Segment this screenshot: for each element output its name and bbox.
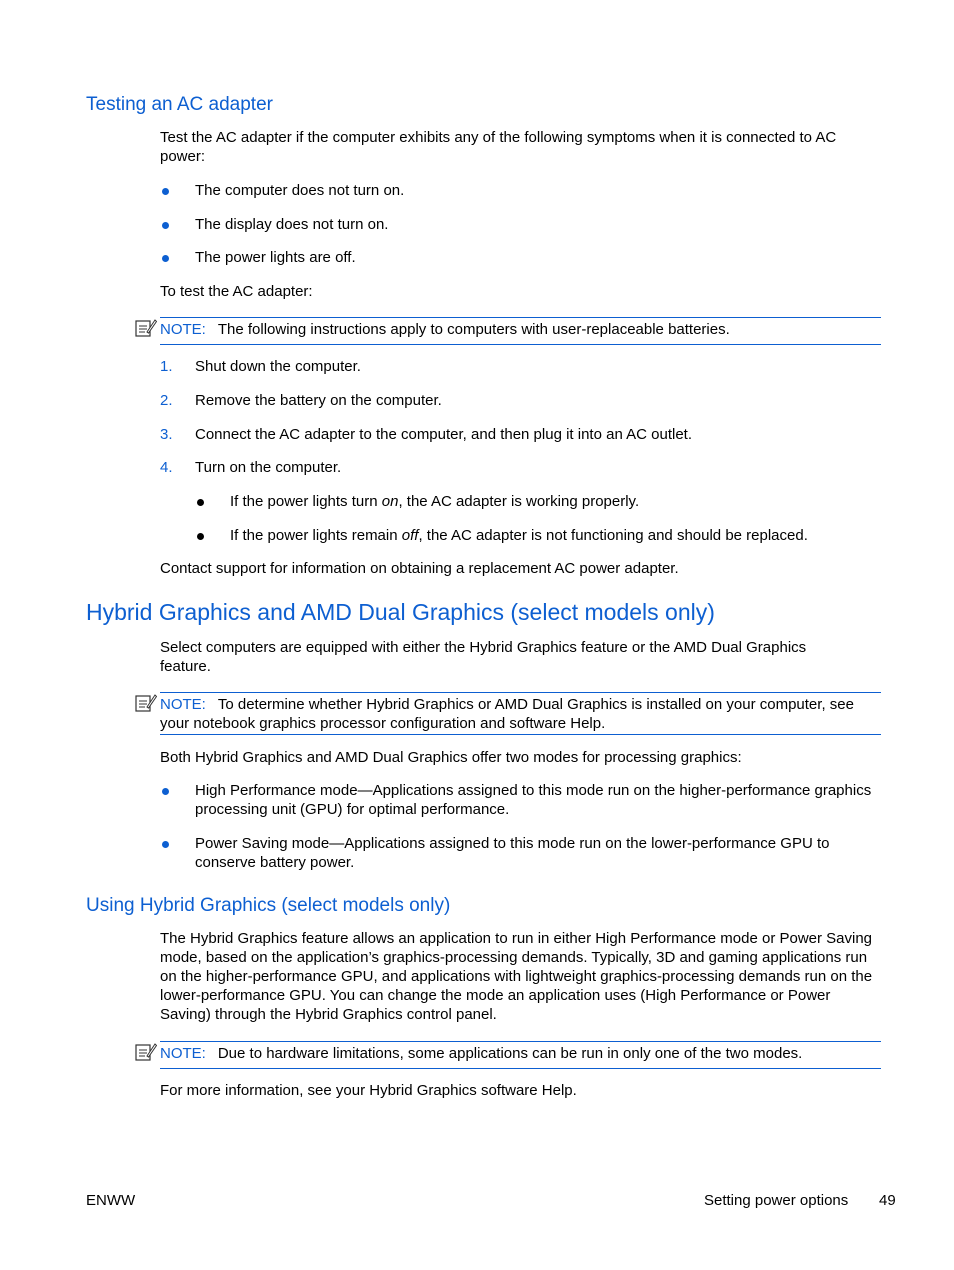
note-label: NOTE: xyxy=(160,696,206,713)
note-label: NOTE: xyxy=(160,1045,206,1062)
paragraph-more-info: For more information, see your Hybrid Graphics software Help. xyxy=(160,1082,577,1099)
paragraph-intro: Select computers are equipped with either the Hybrid Graphics feature or the AMD Dual Graphics feature. xyxy=(160,639,807,675)
step-number: 4. xyxy=(160,459,173,476)
step-number: 1. xyxy=(160,358,173,375)
note-text: Due to hardware limitations, some applications can be run in only one of the two modes. xyxy=(217,1045,803,1062)
section-heading-using-hybrid-graphics: Using Hybrid Graphics (select models only) xyxy=(86,895,451,916)
list-item: The computer does not turn on. xyxy=(195,182,405,199)
paragraph-to-test: To test the AC adapter: xyxy=(160,283,313,300)
note-icon xyxy=(135,318,157,338)
sub-list-item: If the power lights remain off, the AC adapter is not functioning and should be replaced. xyxy=(230,527,808,544)
bullet-icon xyxy=(162,841,169,848)
step-number: 3. xyxy=(160,426,173,443)
bullet-icon xyxy=(162,255,169,262)
note-icon xyxy=(135,1042,157,1062)
list-item: High Performance mode—Applications assigned to this mode run on the higher-performance graphics processing unit (GPU) for optimal performance. xyxy=(195,782,872,818)
bullet-icon xyxy=(197,499,204,506)
page-number: 49 xyxy=(879,1192,896,1209)
note-icon xyxy=(135,693,157,713)
footer-section-title: Setting power options xyxy=(704,1192,849,1209)
footer-left: ENWW xyxy=(86,1192,136,1209)
bullet-icon xyxy=(162,222,169,229)
paragraph-intro: Test the AC adapter if the computer exhibits any of the following symptoms when it is connected to AC power: xyxy=(160,129,837,165)
bullet-icon xyxy=(197,533,204,540)
paragraph-body: The Hybrid Graphics feature allows an application to run in either High Performance mode or Power Saving mode, based on the application’s graphics-processing demands. Typically, 3D and gaming applications run on the higher-performance GPU, and applications with lightweight graphics-processing demands run on the lower-performance GPU. You can change the mode an application uses (High Performance or Power Saving) through the Hybrid Graphics control panel. xyxy=(160,930,873,1023)
note-text: The following instructions apply to computers with user-replaceable batteries. xyxy=(217,321,730,338)
sub-list-item: If the power lights turn on, the AC adapter is working properly. xyxy=(230,493,640,510)
step-number: 2. xyxy=(160,392,173,409)
list-item: The power lights are off. xyxy=(195,249,356,266)
bullet-icon xyxy=(162,788,169,795)
step-text: Turn on the computer. xyxy=(195,459,342,476)
section-heading-hybrid-graphics: Hybrid Graphics and AMD Dual Graphics (select models only) xyxy=(86,599,715,625)
bullet-icon xyxy=(162,188,169,195)
step-text: Remove the battery on the computer. xyxy=(195,392,442,409)
note-label: NOTE: xyxy=(160,321,206,338)
note-box xyxy=(160,692,881,735)
step-text: Connect the AC adapter to the computer, and then plug it into an AC outlet. xyxy=(195,426,692,443)
note-text: To determine whether Hybrid Graphics or AMD Dual Graphics is installed on your computer, see your notebook graphics processor configuration and software Help. xyxy=(160,696,854,732)
note-box xyxy=(160,317,881,345)
step-text: Shut down the computer. xyxy=(195,358,361,375)
list-item: The display does not turn on. xyxy=(195,216,389,233)
section-heading-testing-ac-adapter: Testing an AC adapter xyxy=(86,94,273,115)
list-item: Power Saving mode—Applications assigned to this mode run on the lower-performance GPU to conserve battery power. xyxy=(195,835,830,871)
paragraph-both-modes: Both Hybrid Graphics and AMD Dual Graphics offer two modes for processing graphics: xyxy=(160,749,742,766)
paragraph-contact: Contact support for information on obtaining a replacement AC power adapter. xyxy=(160,560,679,577)
note-box xyxy=(160,1041,881,1069)
